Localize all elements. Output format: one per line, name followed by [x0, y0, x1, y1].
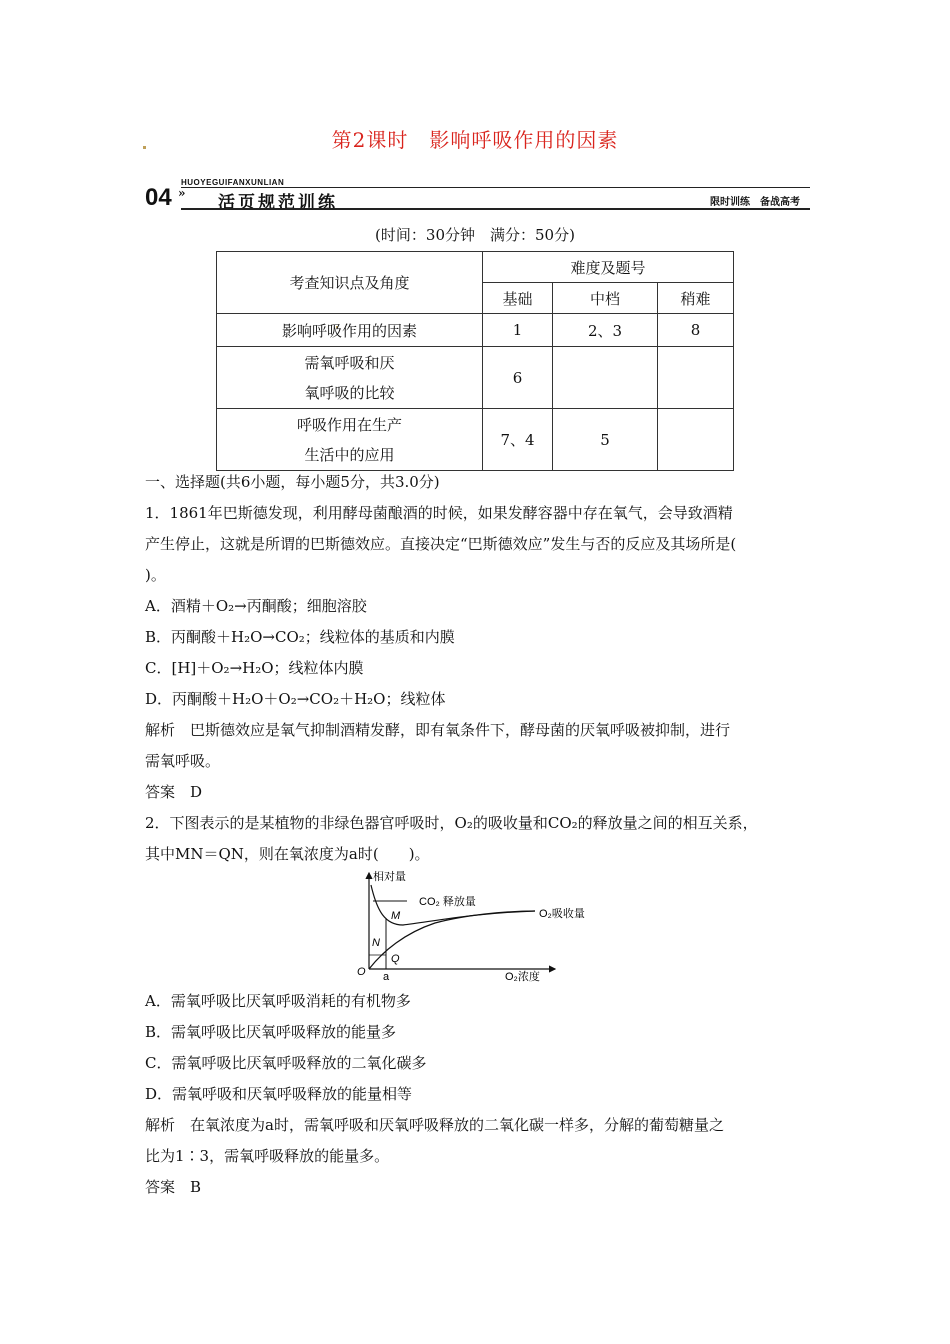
o2-label: O₂吸收量: [539, 908, 585, 920]
origin-label: O: [357, 966, 366, 978]
banner-pinyin: HUOYEGUIFANXUNLIAN: [181, 178, 285, 187]
q1-option-a: A．酒精＋O₂→丙酮酸；细胞溶胶: [145, 597, 367, 615]
question-cell: [658, 347, 734, 409]
q1-stem: 1．1861年巴斯德发现，利用酵母菌酿酒的时候，如果发酵容器中存在氧气，会导致酒精: [145, 504, 733, 522]
table-row: [217, 409, 734, 471]
q1-stem: 产生停止，这就是所谓的巴斯德效应。直接决定“巴斯德效应”发生与否的反应及其场所是(: [145, 535, 737, 553]
level-hard: 稍难: [658, 283, 734, 314]
question-cell: 7、4: [483, 409, 553, 471]
q2-option-c: C．需氧呼吸比厌氧呼吸释放的二氧化碳多: [145, 1054, 427, 1072]
lesson-title: 第2课时 影响呼吸作用的因素: [331, 128, 619, 152]
m-label: M: [391, 910, 401, 922]
question-cell: [658, 409, 734, 471]
question-cell: 2、3: [553, 314, 658, 347]
q2-option-a: A．需氧呼吸比厌氧呼吸消耗的有机物多: [145, 992, 411, 1010]
respiration-figure: [355, 869, 600, 984]
knowledge-table: [216, 251, 734, 471]
q2-analysis: 解析 在氧浓度为a时，需氧呼吸和厌氧呼吸释放的二氧化碳一样多，分解的葡萄糖量之: [145, 1116, 724, 1134]
difficulty-header: 难度及题号: [483, 252, 734, 283]
q1-option-b: B．丙酮酸＋H₂O→CO₂；线粒体的基质和内膜: [145, 628, 455, 646]
banner-number: 04: [145, 184, 172, 211]
question-cell: [553, 347, 658, 409]
question-cell: 6: [483, 347, 553, 409]
topic-cell: 呼吸作用在生产 生活中的应用: [217, 409, 483, 471]
table-row: [217, 314, 734, 347]
q1-option-c: C．[H]＋O₂→H₂O；线粒体内膜: [145, 659, 364, 677]
q2-option-b: B．需氧呼吸比厌氧呼吸释放的能量多: [145, 1023, 397, 1041]
n-label: N: [372, 937, 380, 949]
q1-stem: )。: [145, 566, 166, 584]
section-banner: [145, 178, 810, 214]
section-heading: 一、选择题(共6小题，每小题5分，共3.0分): [145, 473, 440, 491]
co2-label: CO₂ 释放量: [419, 896, 476, 908]
banner-slogan: 限时训练 备战高考: [710, 197, 800, 208]
q2-option-d: D．需氧呼吸和厌氧呼吸释放的能量相等: [145, 1085, 413, 1103]
table-row: [217, 347, 734, 409]
q2-analysis: 比为1∶3，需氧呼吸释放的能量多。: [145, 1147, 390, 1165]
banner-rule: [181, 208, 810, 210]
x-axis-label: O₂浓度: [505, 971, 540, 983]
q1-option-d: D．丙酮酸＋H₂O＋O₂→CO₂＋H₂O；线粒体: [145, 690, 446, 708]
level-basic: 基础: [483, 283, 553, 314]
q1-answer: 答案 D: [145, 783, 203, 801]
topic-header: 考查知识点及角度: [217, 252, 483, 314]
q2-answer: 答案 B: [145, 1178, 202, 1196]
level-medium: 中档: [553, 283, 658, 314]
y-axis-label: 相对量: [373, 871, 406, 883]
q1-analysis: 解析 巴斯德效应是氧气抑制酒精发酵，即有氧条件下，酵母菌的厌氧呼吸被抑制，进行: [145, 721, 731, 739]
question-cell: 5: [553, 409, 658, 471]
topic-cell: 需氧呼吸和厌 氧呼吸的比较: [217, 347, 483, 409]
q2-stem: 其中MN＝QN，则在氧浓度为a时( )。: [145, 845, 430, 863]
question-cell: 1: [483, 314, 553, 347]
banner-arrows: »: [178, 186, 186, 200]
q1-analysis: 需氧呼吸。: [145, 752, 221, 770]
banner-heading: 活页规范训练: [218, 193, 338, 212]
question-cell: 8: [658, 314, 734, 347]
topic-cell: 影响呼吸作用的因素: [217, 314, 483, 347]
q2-stem: 2．下图表示的是某植物的非绿色器官呼吸时，O₂的吸收量和CO₂的释放量之间的相互关系，: [145, 814, 758, 832]
q-label: Q: [391, 953, 400, 965]
a-tick-label: a: [383, 971, 390, 983]
time-score-info: (时间：30分钟 满分：50分): [375, 226, 575, 244]
